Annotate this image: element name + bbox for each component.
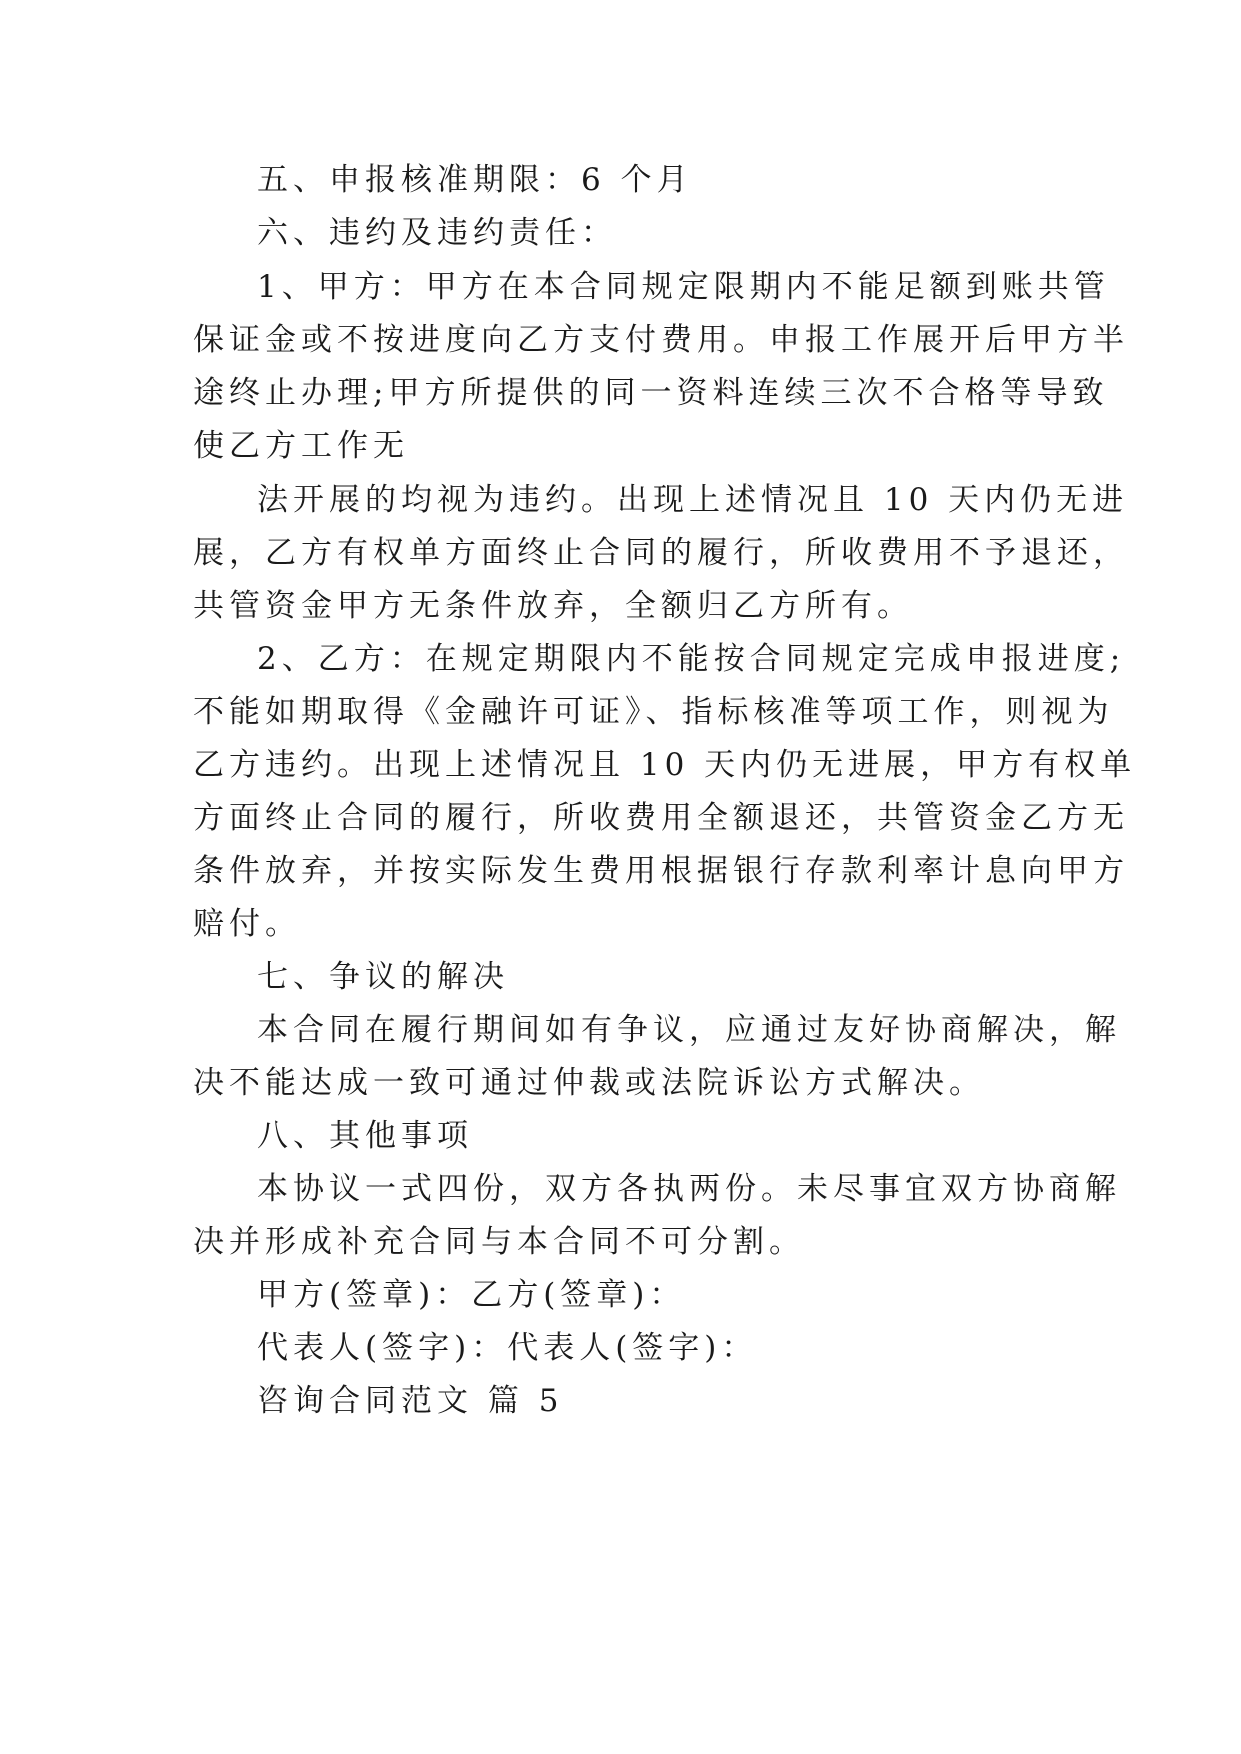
paragraph-line: 使乙方工作无 bbox=[193, 428, 409, 464]
section-6-heading: 六、违约及违约责任： bbox=[257, 215, 617, 251]
paragraph-line: 法开展的均视为违约。出现上述情况且 10 天内仍无进 bbox=[257, 482, 1129, 518]
paragraph-line: 决不能达成一致可通过仲裁或法院诉讼方式解决。 bbox=[193, 1065, 985, 1101]
paragraph-line: 不能如期取得《金融许可证》、指标核准等项工作，则视为 bbox=[193, 694, 1114, 730]
paragraph-line: 2、乙方：在规定期限内不能按合同规定完成申报进度; bbox=[257, 641, 1126, 677]
paragraph-line: 本合同在履行期间如有争议，应通过友好协商解决，解 bbox=[257, 1012, 1121, 1048]
paragraph-line: 1、甲方：甲方在本合同规定限期内不能足额到账共管 bbox=[257, 269, 1110, 305]
section-7-heading: 七、争议的解决 bbox=[257, 959, 509, 995]
paragraph-line: 途终止办理;甲方所提供的同一资料连续三次不合格等导致 bbox=[193, 375, 1109, 411]
signature-representative: 代表人(签字)：代表人(签字)： bbox=[257, 1330, 758, 1366]
paragraph-line: 乙方违约。出现上述情况且 10 天内仍无进展，甲方有权单 bbox=[193, 747, 1137, 783]
paragraph-line: 展，乙方有权单方面终止合同的履行，所收费用不予退还， bbox=[193, 535, 1129, 571]
paragraph-line: 本协议一式四份，双方各执两份。未尽事宜双方协商解 bbox=[257, 1171, 1121, 1207]
paragraph-line: 决并形成补充合同与本合同不可分割。 bbox=[193, 1224, 805, 1260]
signature-seal-line: 甲方(签章)：乙方(签章)： bbox=[257, 1277, 686, 1313]
paragraph-line: 保证金或不按进度向乙方支付费用。申报工作展开后甲方半 bbox=[193, 322, 1129, 358]
paragraph-line: 共管资金甲方无条件放弃，全额归乙方所有。 bbox=[193, 588, 913, 624]
section-5-heading: 五、申报核准期限：6 个月 bbox=[257, 162, 693, 198]
paragraph-line: 赔付。 bbox=[193, 906, 301, 942]
paragraph-line: 条件放弃，并按实际发生费用根据银行存款利率计息向甲方 bbox=[193, 853, 1129, 889]
next-section-title: 咨询合同范文 篇 5 bbox=[257, 1383, 564, 1419]
paragraph-line: 方面终止合同的履行，所收费用全额退还，共管资金乙方无 bbox=[193, 800, 1129, 836]
section-8-heading: 八、其他事项 bbox=[257, 1118, 473, 1154]
